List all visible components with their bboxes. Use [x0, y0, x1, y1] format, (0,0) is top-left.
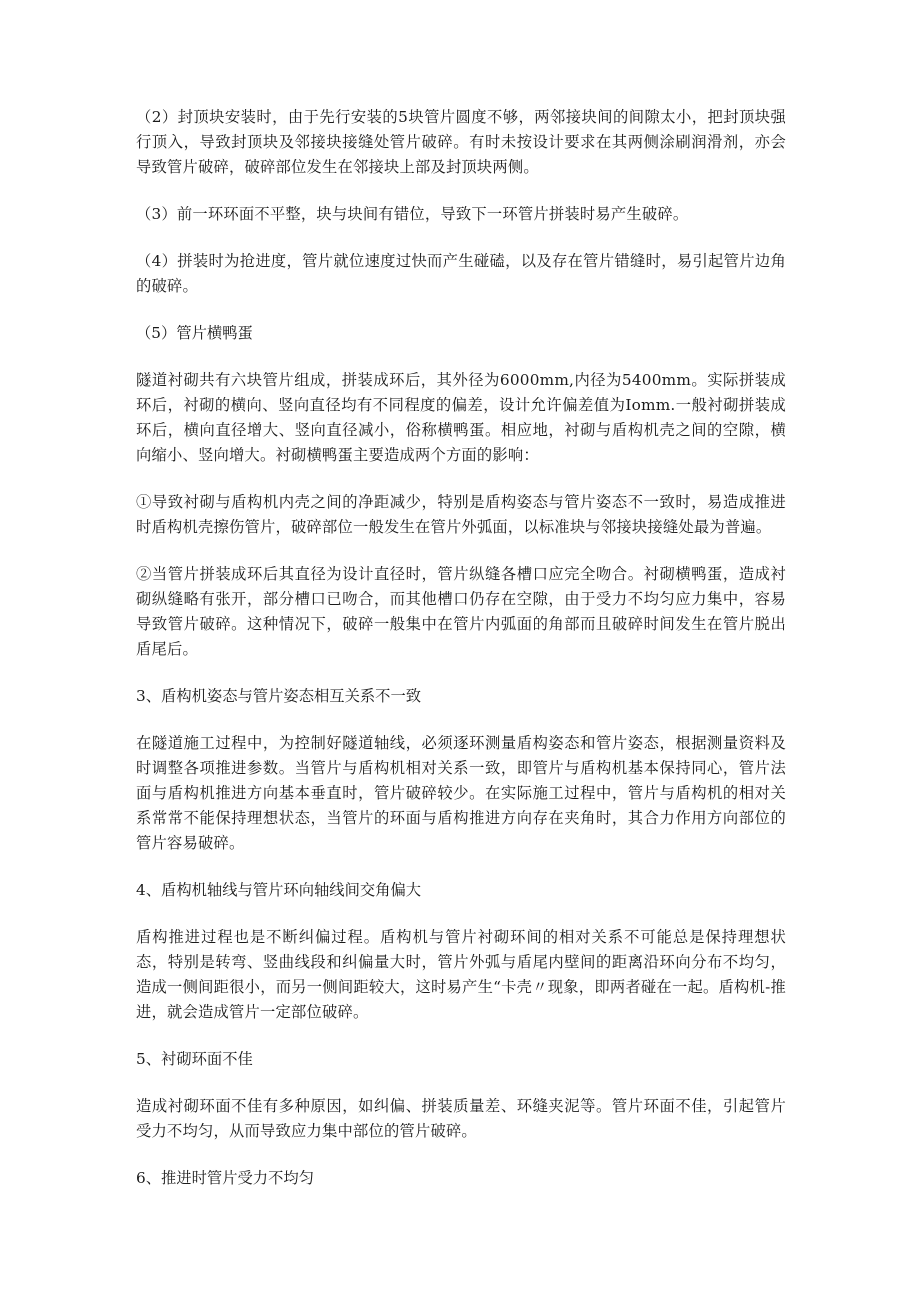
paragraph: （4）拼装时为抢进度，管片就位速度过快而产生碰磕，以及存在管片错缝时，易引起管片边角的破碎。: [136, 252, 786, 295]
paragraph: ①导致衬砌与盾构机内壳之间的净距减少，特别是盾构姿态与管片姿态不一致时，易造成推进时盾构机壳擦伤管片，破碎部位一般发生在管片外弧面，以标准块与邻接块接缝处最为普遍。: [136, 493, 786, 536]
paragraph: 在隧道施工过程中，为控制好隧道轴线，必须逐环测量盾构姿态和管片姿态，根据测量资料及时调整各项推进参数。当管片与盾构机相对关系一致，即管片与盾构机基本保持同心，管片法面与盾构机推进方向基本垂直时，管片破碎较少。在实际施工过程中，管片与盾构机的相对关系常常不能保持理想状态，当管片的环面与盾构推进方向存在夹角时，其合力作用方向部位的管片容易破碎。: [136, 734, 786, 852]
section-heading: （5）管片横鸭蛋: [136, 324, 253, 342]
document-body: [136, 105, 786, 1213]
paragraph: 盾构推进过程也是不断纠偏过程。盾构机与管片衬砌环间的相对关系不可能总是保持理想状态，特别是转弯、竖曲线段和纠偏量大时，管片外弧与盾尾内壁间的距离沿环向分布不均匀，造成一侧间距很小，而另一侧间距较大，这时易产生“卡壳〃现象，即两者碰在一起。盾构机-推进，就会造成管片一定部位破碎。: [136, 928, 786, 1021]
paragraph: ②当管片拼装成环后其直径为设计直径时，管片纵缝各槽口应完全吻合。衬砌横鸭蛋，造成衬砌纵缝略有张开，部分槽口已吻合，而其他槽口仍存在空隙，由于受力不均匀应力集中，容易导致管片破碎。这种情况下，破碎一般集中在管片内弧面的角部而且破碎时间发生在管片脱出盾尾后。: [136, 565, 786, 658]
section-heading: 3、盾构机姿态与管片姿态相互关系不一致: [136, 687, 422, 705]
section-heading: 5、衬砌环面不佳: [136, 1050, 253, 1068]
paragraph: 造成衬砌环面不佳有多种原因，如纠偏、拼装质量差、环缝夹泥等。管片环面不佳，引起管片受力不均匀，从而导致应力集中部位的管片破碎。: [136, 1097, 786, 1140]
paragraph: （3）前一环环面不平整，块与块间有错位，导致下一环管片拼装时易产生破碎。: [136, 205, 689, 223]
paragraph: （2）封顶块安装时，由于先行安装的5块管片圆度不够，两邻接块间的间隙太小，把封顶块强行顶入，导致封顶块及邻接块接缝处管片破碎。有时未按设计要求在其两侧涂刷润滑剂，亦会导致管片破碎，破碎部位发生在邻接块上部及封顶块两侧。: [136, 108, 786, 176]
section-heading: 6、推进时管片受力不均匀: [136, 1169, 314, 1187]
section-heading: 4、盾构机轴线与管片环向轴线间交角偏大: [136, 881, 422, 899]
paragraph: 隧道衬砌共有六块管片组成，拼装成环后，其外径为6000mm,内径为5400mm。实际拼装成环后，衬砌的横向、竖向直径均有不同程度的偏差，设计允许偏差值为Iomm.一般衬砌拼装成环后，横向直径增大、竖向直径减小，俗称横鸭蛋。相应地，衬砌与盾构机壳之间的空隙，横向缩小、竖向增大。衬砌横鸭蛋主要造成两个方面的影响：: [136, 371, 786, 464]
